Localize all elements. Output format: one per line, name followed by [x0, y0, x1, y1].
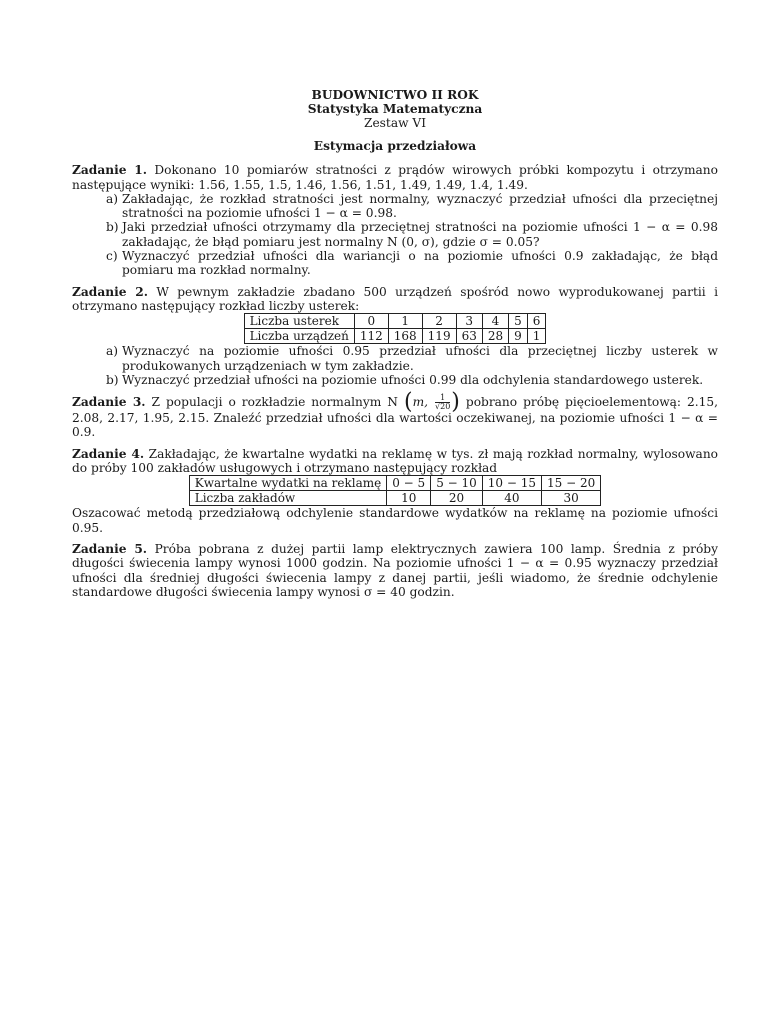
table-cell: 6 [527, 314, 546, 329]
table-cell: 28 [482, 329, 508, 344]
task-4 [72, 447, 718, 535]
table-row-header: Kwartalne wydatki na reklamę [189, 476, 387, 491]
task-3 [72, 389, 719, 440]
task-1-item-a [72, 192, 718, 221]
table-cell: 0 − 5 [387, 476, 431, 491]
table-cell: 9 [509, 329, 528, 344]
item-text: Wyznaczyć na poziomie ufności 0.95 przedział ufności dla przeciętnej liczby usterek w produkowanych urządzeniach w tym zakładzie. [122, 344, 718, 373]
header-set: Zestaw VI [363, 116, 427, 130]
paren-open: ( [403, 389, 413, 415]
item-marker: b) [106, 220, 119, 235]
table-row [189, 491, 601, 506]
table-row [244, 329, 546, 344]
table-cell: 5 [509, 314, 528, 329]
item-marker: b) [106, 372, 119, 387]
item-text: Wyznaczyć przedział ufności na poziomie ufności 0.99 dla odchylenia standardowego usterek. [122, 372, 704, 387]
table-cell: 0 [354, 314, 388, 329]
table-cell: 10 − 15 [482, 476, 541, 491]
item-marker: c) [106, 249, 118, 264]
item-marker: a) [106, 191, 119, 206]
task-2-item-a [72, 344, 718, 373]
fraction [435, 394, 450, 411]
task-4-text: Zakładając, że kwartalne wydatki na reklamę w tys. zł mają rozkład normalny, wylosowano do próby 100 zakładów usługowych i otrzymano następujący rozkład [72, 446, 719, 476]
item-marker: a) [106, 344, 119, 359]
task-3-text-after: pobrano próbę pięcioelementową: 2.15, 2.08, 2.17, 1.95, 2.15. Znaleźć przedział ufności dla wartości oczekiwanej, na poziomie ufności 1 − α = 0.9. [72, 395, 719, 440]
table-row [244, 314, 546, 329]
fraction-denominator: √20 [435, 402, 451, 412]
task-2-text: W pewnym zakładzie zbadano 500 urządzeń spośród nowo wyprodukowanej partii i otrzymano następujący rozkład liczby usterek: [72, 284, 718, 313]
task-2-item-b [72, 373, 718, 387]
section-title: Estymacja przedziałowa [313, 139, 477, 153]
table-cell: 1 [527, 329, 546, 344]
table-cell: 3 [456, 314, 482, 329]
defects-table [244, 313, 547, 344]
task-4-after: Oszacować metodą przedziałową odchylenie standardowe wydatków na reklamę na poziomie ufności 0.95. [72, 506, 718, 535]
task-5-text: Próba pobrana z dużej partii lamp elektrycznych zawiera 100 lamp. Średnia z próby długości świecenia lampy wynosi 1000 godzin. Na poziomie ufności 1 − α = 0.95 wyznaczy przedział ufności dla średniej długości świecenia lampy z danej partii, jeśli wiadomo, że średnie odchylenie standardowe długości świecenia lampy wynosi σ = 40 godzin. [72, 541, 718, 599]
task-1 [72, 163, 718, 277]
task-3-text-before: Z populacji o rozkładzie normalnym N [151, 395, 398, 410]
table-cell: 4 [482, 314, 508, 329]
table-cell: 15 − 20 [542, 476, 601, 491]
task-1-item-c [72, 249, 718, 278]
table-cell: 10 [387, 491, 431, 506]
table-cell: 2 [422, 314, 456, 329]
task-3-label: Zadanie 3. [72, 395, 146, 410]
task-1-text: Dokonano 10 pomiarów stratności z prądów wirowych próbki kompozytu i otrzymano następujące wyniki: 1.56, 1.55, 1.5, 1.46, 1.56, 1.51, 1.49, 1.49, 1.4, 1.49. [72, 163, 718, 192]
task-5-label: Zadanie 5. [72, 541, 148, 556]
table-cell: 5 − 10 [431, 476, 483, 491]
table-cell: 30 [542, 491, 601, 506]
math-m: m, [412, 395, 429, 410]
task-1-item-b [72, 220, 718, 249]
table-cell: 112 [354, 329, 388, 344]
item-text: Wyznaczyć przedział ufności dla wariancji o na poziomie ufności 0.9 zakładając, że błąd pomiaru ma rozkład normalny. [122, 249, 718, 278]
task-2-items [72, 344, 718, 387]
table-row-header: Liczba zakładów [189, 491, 387, 506]
task-2 [72, 285, 718, 387]
table-cell: 1 [388, 314, 422, 329]
fraction-numerator: 1 [435, 394, 450, 403]
document-content [72, 88, 718, 606]
item-text: Jaki przedział ufności otrzymamy dla przeciętnej stratności na poziomie ufności 1 − α = 0.98 zakładając, że błąd pomiaru jest normalny N (0, σ), gdzie σ = 0.05? [122, 220, 718, 249]
table-row-header: Liczba usterek [244, 314, 354, 329]
table-row [189, 476, 601, 491]
task-5 [72, 542, 718, 599]
table-cell: 40 [482, 491, 541, 506]
advertising-table [189, 475, 602, 506]
header-course: BUDOWNICTWO II ROK [311, 88, 479, 102]
table-cell: 63 [456, 329, 482, 344]
task-2-label: Zadanie 2. [72, 284, 148, 299]
task-1-items [72, 192, 718, 278]
table-cell: 20 [431, 491, 483, 506]
document-header [72, 88, 718, 130]
paren-close: ) [451, 389, 460, 415]
task-4-label: Zadanie 4. [72, 446, 145, 461]
task-1-label: Zadanie 1. [72, 163, 147, 178]
table-cell: 119 [422, 329, 456, 344]
header-subject: Statystyka Matematyczna [307, 102, 483, 116]
table-row-header: Liczba urządzeń [244, 329, 354, 344]
table-cell: 168 [388, 329, 422, 344]
item-text: Zakładając, że rozkład stratności jest normalny, wyznaczyć przedział ufności dla przeciętnej stratności na poziomie ufności 1 − α = 0.98. [122, 191, 718, 221]
